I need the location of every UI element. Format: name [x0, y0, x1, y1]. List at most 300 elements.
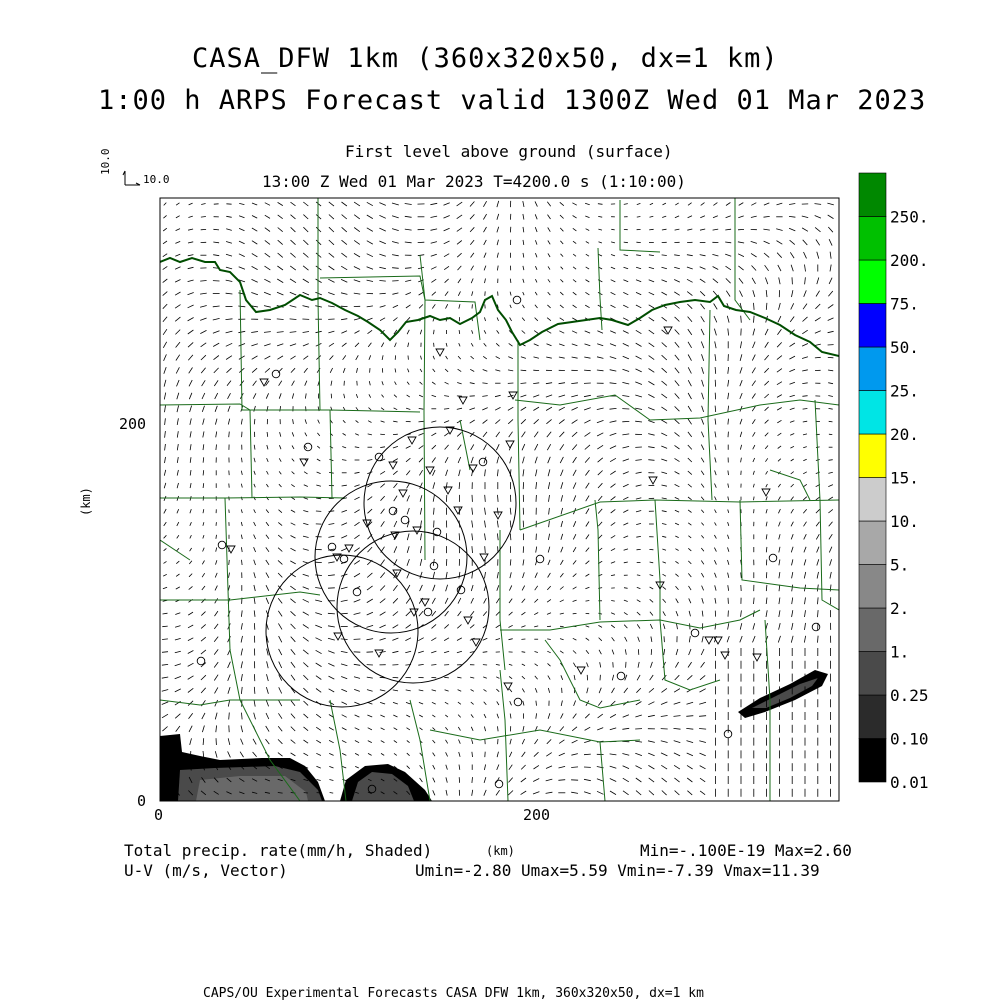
- wind-vector: [636, 280, 641, 282]
- wind-vector: [663, 203, 666, 205]
- wind-vector: [623, 292, 628, 294]
- wind-vector: [522, 305, 524, 308]
- wind-vector: [687, 753, 693, 756]
- wind-vector: [483, 612, 487, 616]
- wind-vector: [611, 280, 616, 282]
- wind-vector: [547, 739, 551, 743]
- wind-vector: [535, 266, 537, 270]
- wind-vector: [342, 485, 347, 486]
- wind-vector: [278, 215, 283, 219]
- wind-vector: [636, 498, 641, 499]
- wind-vector: [367, 254, 373, 257]
- wind-vector: [291, 368, 295, 372]
- wind-vector: [485, 546, 486, 553]
- wind-vector: [728, 367, 729, 374]
- wind-vector: [457, 383, 461, 384]
- wind-vector: [509, 599, 512, 603]
- wind-vector: [805, 277, 806, 284]
- wind-vector: [688, 355, 691, 361]
- wind-vector: [315, 625, 322, 628]
- wind-vector: [546, 792, 553, 793]
- wind-vector: [227, 381, 231, 386]
- wind-vector: [779, 303, 781, 310]
- wind-vector: [523, 266, 524, 270]
- wind-vector: [598, 496, 602, 501]
- wind-vector: [675, 791, 680, 795]
- wind-vector: [188, 242, 193, 243]
- wind-vector: [816, 522, 819, 527]
- wind-vector: [177, 522, 179, 526]
- wind-vector: [355, 447, 359, 448]
- wind-vector: [662, 368, 667, 373]
- colorbar-swatch: [859, 695, 886, 739]
- wind-vector: [790, 421, 794, 423]
- wind-vector: [728, 522, 729, 526]
- wind-vector: [676, 649, 678, 655]
- wind-vector: [586, 483, 590, 489]
- wind-vector: [548, 253, 550, 257]
- wind-vector: [597, 370, 604, 371]
- wind-vector: [406, 458, 410, 462]
- wind-vector: [687, 267, 693, 269]
- wind-vector: [610, 331, 616, 334]
- wind-vector: [754, 316, 755, 323]
- wind-vector: [510, 559, 511, 565]
- wind-vector: [636, 778, 642, 782]
- wind-vector: [316, 727, 321, 730]
- wind-vector: [420, 728, 423, 730]
- wind-vector: [240, 752, 243, 757]
- wind-vector: [509, 585, 511, 590]
- wind-vector: [177, 380, 180, 386]
- wind-vector: [661, 446, 667, 448]
- wind-vector: [829, 278, 832, 284]
- wind-vector: [277, 344, 283, 346]
- wind-vector: [406, 625, 411, 629]
- wind-vector: [535, 292, 537, 295]
- wind-vector: [444, 203, 450, 206]
- wind-vector: [471, 253, 474, 258]
- wind-vector: [571, 754, 577, 756]
- wind-vector: [586, 496, 589, 502]
- wind-vector: [573, 495, 575, 501]
- wind-vector: [740, 291, 743, 297]
- wind-vector: [741, 458, 742, 463]
- wind-vector: [226, 319, 233, 320]
- wind-vector: [316, 753, 321, 755]
- wind-vector: [779, 623, 781, 630]
- wind-vector: [830, 572, 831, 579]
- wind-vector: [612, 675, 613, 681]
- colorbar-label: 75.: [890, 295, 919, 314]
- footer-field1-stats: Min=-.100E-19 Max=2.60: [640, 843, 852, 859]
- wind-vector: [315, 600, 322, 602]
- wind-vector: [699, 729, 706, 730]
- wind-vector: [675, 561, 678, 563]
- wind-vector: [279, 649, 282, 655]
- wind-vector: [573, 574, 577, 577]
- wind-vector: [637, 612, 640, 615]
- wind-vector: [459, 752, 460, 757]
- wind-vector: [610, 446, 616, 449]
- wind-vector: [559, 383, 565, 384]
- wind-vector: [522, 318, 525, 321]
- wind-vector: [328, 536, 334, 537]
- wind-vector: [176, 203, 179, 205]
- wind-vector: [471, 444, 474, 450]
- wind-vector: [534, 765, 539, 769]
- station-circle-icon: [513, 296, 521, 304]
- wind-vector: [175, 317, 180, 321]
- wind-vector: [753, 636, 756, 642]
- wind-vector: [175, 689, 181, 692]
- colorbar-swatch: [859, 608, 886, 652]
- wind-vector: [649, 330, 654, 334]
- wind-vector: [190, 509, 191, 513]
- wind-vector: [610, 766, 617, 768]
- wind-vector: [509, 752, 511, 757]
- wind-vector: [701, 484, 704, 488]
- colorbar-label: 0.01: [890, 773, 929, 792]
- wind-vector: [495, 370, 500, 371]
- wind-vector: [497, 214, 499, 220]
- wind-vector: [802, 216, 808, 218]
- wind-vector: [290, 344, 296, 346]
- wind-vector: [431, 421, 436, 422]
- wind-vector: [291, 484, 294, 486]
- wind-vector: [688, 432, 692, 437]
- level-label: First level above ground (surface): [345, 144, 673, 160]
- wind-vector: [803, 434, 807, 435]
- wind-vector: [535, 240, 537, 244]
- wind-vector: [674, 702, 681, 704]
- wind-vector: [163, 228, 167, 231]
- station-circle-icon: [495, 780, 503, 788]
- wind-vector: [674, 280, 680, 283]
- wind-vector: [419, 292, 424, 295]
- wind-vector-field: [162, 201, 834, 797]
- wind-vector: [765, 420, 769, 424]
- wind-vector: [597, 779, 604, 781]
- wind-vector: [560, 573, 563, 577]
- wind-vector: [635, 408, 642, 409]
- wind-vector: [177, 535, 179, 538]
- wind-vector: [547, 651, 550, 653]
- wind-vector: [779, 585, 780, 591]
- wind-vector: [407, 534, 409, 541]
- wind-vector: [253, 393, 256, 398]
- wind-vector: [624, 688, 628, 693]
- wind-vector: [728, 535, 729, 539]
- wind-vector: [419, 433, 424, 435]
- wind-vector: [200, 306, 207, 308]
- wind-vector: [649, 778, 654, 782]
- wind-vector: [239, 344, 245, 347]
- wind-vector: [175, 613, 180, 615]
- wind-vector: [267, 432, 268, 437]
- wind-vector: [830, 585, 831, 592]
- wind-vector: [599, 638, 602, 641]
- wind-vector: [407, 546, 409, 553]
- wind-vector: [367, 599, 373, 603]
- wind-vector: [610, 458, 616, 461]
- wind-vector: [779, 547, 780, 553]
- wind-vector: [226, 229, 232, 231]
- wind-vector: [586, 509, 589, 514]
- wind-vector: [405, 216, 412, 217]
- wind-vector: [663, 611, 666, 615]
- wind-vector: [611, 255, 615, 256]
- wind-vector: [203, 548, 205, 552]
- wind-vector: [291, 240, 296, 245]
- wind-vector: [420, 765, 423, 769]
- wind-vector: [804, 290, 807, 296]
- ref-vector-vertical-label: 10.0: [100, 149, 111, 176]
- wind-vector: [663, 562, 666, 563]
- wind-vector: [328, 575, 335, 576]
- wind-vector: [483, 214, 486, 219]
- wind-vector: [367, 318, 372, 320]
- wind-vector: [648, 753, 654, 756]
- wind-vector: [329, 740, 334, 742]
- wind-vector: [242, 560, 243, 565]
- wind-vector: [241, 674, 242, 681]
- wind-vector: [241, 419, 242, 425]
- wind-vector: [229, 713, 230, 720]
- wind-vector: [176, 587, 180, 589]
- station-circle-icon: [340, 555, 348, 563]
- wind-vector: [471, 457, 473, 463]
- wind-vector: [445, 445, 449, 450]
- wind-vector: [329, 766, 333, 768]
- wind-vector: [405, 638, 411, 641]
- wind-vector: [368, 728, 372, 730]
- wind-vector: [649, 292, 654, 295]
- station-triangle-icon: [436, 349, 444, 356]
- wind-vector: [303, 574, 309, 576]
- wind-vector: [188, 355, 193, 360]
- wind-vector: [432, 715, 435, 717]
- wind-vector: [291, 740, 296, 744]
- wind-vector: [597, 357, 603, 359]
- wind-vector: [636, 343, 642, 346]
- wind-vector: [459, 343, 460, 346]
- wind-vector: [177, 431, 178, 437]
- wind-vector: [559, 753, 565, 756]
- wind-vector: [254, 547, 256, 552]
- wind-vector: [483, 432, 487, 437]
- wind-vector: [341, 664, 347, 666]
- wind-vector: [635, 382, 642, 385]
- wind-vector: [190, 470, 191, 475]
- wind-vector: [561, 482, 563, 489]
- wind-vector: [700, 216, 705, 218]
- wind-vector: [779, 534, 780, 539]
- wind-vector: [766, 509, 767, 513]
- wind-vector: [791, 509, 794, 513]
- colorbar-swatch: [859, 347, 886, 391]
- wind-vector: [341, 689, 347, 691]
- wind-vector: [342, 715, 347, 718]
- wind-vector: [585, 331, 590, 333]
- wind-vector: [560, 292, 563, 295]
- wind-vector: [406, 446, 411, 448]
- wind-vector: [741, 610, 742, 616]
- wind-vector: [354, 267, 360, 270]
- wind-vector: [279, 484, 282, 487]
- wind-vector: [485, 533, 486, 540]
- wind-vector: [445, 611, 449, 616]
- station-circle-icon: [691, 629, 699, 637]
- wind-vector: [623, 766, 629, 769]
- wind-vector: [649, 369, 655, 373]
- wind-vector: [649, 343, 655, 347]
- wind-vector: [546, 357, 552, 358]
- wind-vector: [546, 395, 552, 397]
- station-triangle-icon: [410, 609, 418, 616]
- wind-vector: [586, 229, 590, 231]
- wind-vector: [341, 523, 347, 525]
- wind-vector: [586, 650, 589, 654]
- wind-vector: [586, 626, 590, 627]
- wind-vector: [523, 469, 524, 476]
- wind-vector: [574, 675, 575, 680]
- wind-vector: [623, 510, 628, 513]
- wind-vector: [290, 586, 295, 590]
- wind-vector: [701, 649, 704, 655]
- wind-vector: [356, 407, 358, 410]
- wind-vector: [202, 380, 206, 386]
- wind-vector: [394, 753, 397, 755]
- wind-vector: [470, 202, 474, 207]
- wind-vector: [636, 255, 641, 256]
- wind-vector: [472, 752, 473, 757]
- wind-vector: [228, 393, 231, 399]
- wind-vector: [650, 675, 654, 680]
- wind-vector: [573, 651, 576, 654]
- wind-vector: [573, 638, 577, 640]
- wind-vector: [713, 267, 719, 270]
- wind-vector: [291, 523, 296, 525]
- wind-vector: [702, 367, 704, 374]
- wind-vector: [445, 702, 448, 704]
- wind-vector: [280, 432, 281, 437]
- wind-vector: [421, 521, 422, 528]
- wind-vector: [497, 469, 498, 476]
- wind-vector: [432, 445, 436, 449]
- wind-vector: [688, 317, 692, 322]
- wind-vector: [598, 471, 603, 476]
- wind-vector: [471, 690, 474, 692]
- wind-vector: [584, 395, 591, 396]
- wind-vector: [663, 587, 666, 590]
- wind-vector: [674, 778, 679, 782]
- wind-vector: [688, 445, 692, 449]
- wind-vector: [675, 574, 678, 577]
- wind-vector: [472, 508, 473, 515]
- wind-vector: [316, 240, 321, 245]
- wind-vector: [815, 204, 822, 205]
- wind-vector: [510, 534, 511, 541]
- wind-vector: [317, 780, 321, 781]
- wind-vector: [405, 280, 411, 281]
- wind-vector: [252, 228, 257, 231]
- wind-vector: [354, 280, 360, 282]
- colorbar-label: 250.: [890, 208, 929, 227]
- wind-vector: [265, 240, 270, 244]
- wind-vector: [523, 279, 524, 283]
- wind-vector: [303, 253, 308, 258]
- wind-vector: [622, 434, 629, 435]
- wind-vector: [792, 610, 793, 617]
- wind-vector: [380, 586, 385, 591]
- wind-vector: [163, 254, 167, 257]
- wind-vector: [816, 509, 820, 513]
- wind-vector: [830, 252, 831, 259]
- wind-vector: [266, 573, 269, 578]
- wind-vector: [496, 625, 500, 628]
- wind-vector: [459, 330, 460, 334]
- wind-vector: [342, 779, 346, 780]
- wind-vector: [636, 292, 641, 294]
- wind-vector: [162, 677, 168, 678]
- wind-vector: [241, 535, 242, 539]
- wind-vector: [522, 652, 526, 653]
- wind-vector: [662, 511, 667, 512]
- wind-vector: [381, 521, 385, 526]
- wind-vector: [470, 240, 474, 245]
- colorbar-swatch: [859, 565, 886, 609]
- wind-vector: [176, 574, 179, 576]
- wind-vector: [215, 713, 217, 720]
- wind-vector: [560, 318, 564, 321]
- wind-vector: [176, 229, 180, 231]
- wind-vector: [329, 202, 334, 206]
- wind-vector: [203, 444, 204, 450]
- wind-vector: [585, 432, 591, 436]
- wind-vector: [457, 241, 462, 245]
- wind-vector: [522, 676, 525, 679]
- wind-vector: [432, 611, 436, 616]
- wind-vector: [203, 738, 204, 745]
- wind-vector: [459, 572, 460, 579]
- wind-vector: [584, 741, 590, 743]
- wind-vector: [701, 561, 704, 565]
- wind-vector: [766, 303, 767, 310]
- wind-vector: [764, 241, 770, 244]
- station-circle-icon: [353, 588, 361, 596]
- wind-vector: [496, 598, 499, 603]
- wind-vector: [368, 421, 371, 423]
- wind-vector: [815, 357, 821, 358]
- wind-vector: [330, 356, 334, 360]
- wind-vector: [381, 496, 385, 501]
- station-triangle-icon: [260, 379, 268, 386]
- wind-vector: [483, 677, 487, 678]
- wind-vector: [635, 460, 641, 461]
- wind-vector: [600, 662, 601, 667]
- wind-vector: [446, 356, 448, 359]
- wind-vector: [266, 510, 269, 513]
- wind-vector: [342, 460, 346, 461]
- wind-vector: [342, 766, 346, 768]
- wind-vector: [175, 305, 180, 309]
- wind-vector: [470, 227, 474, 232]
- wind-vector: [676, 586, 679, 590]
- wind-vector: [702, 406, 704, 412]
- wind-vector: [446, 585, 448, 591]
- wind-vector: [341, 253, 347, 257]
